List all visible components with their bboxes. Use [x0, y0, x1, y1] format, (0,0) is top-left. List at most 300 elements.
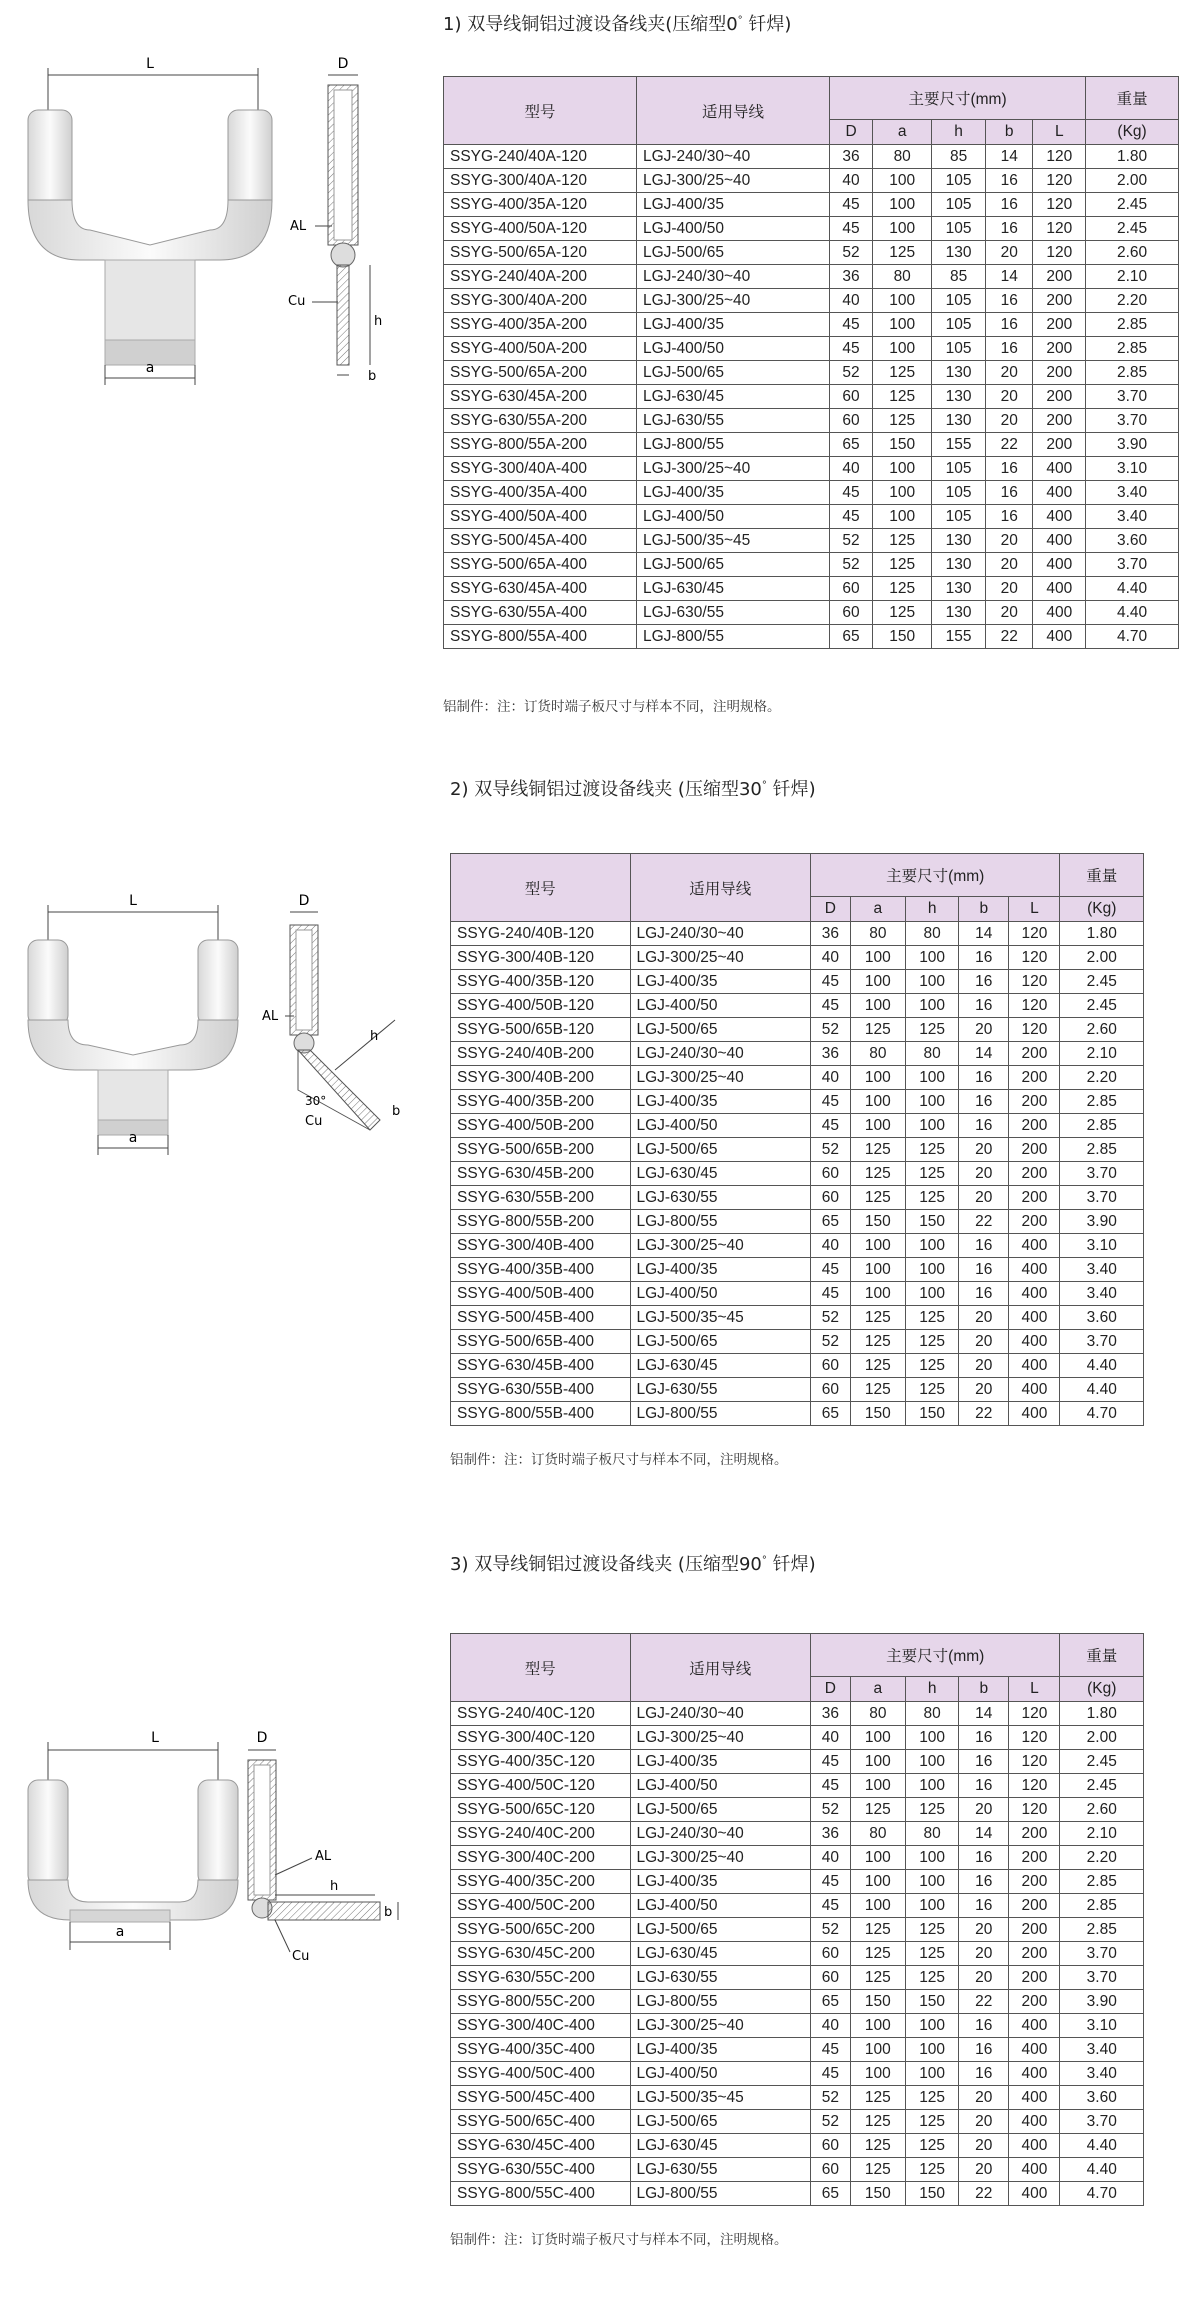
cell-dimension: 130 — [932, 601, 986, 625]
svg-text:AL: AL — [290, 219, 307, 234]
cell-dimension: 130 — [932, 385, 986, 409]
cell-model: SSYG-240/40A-200 — [444, 265, 637, 289]
cell-dimension: 400 — [1009, 2038, 1060, 2062]
table-row — [451, 2086, 1144, 2110]
cell-dimension: 105 — [932, 481, 986, 505]
cell-dimension: 100 — [850, 1282, 905, 1306]
cell-dimension: 120 — [1009, 970, 1060, 994]
svg-text:b: b — [392, 1104, 401, 1119]
cell-dimension: 125 — [850, 1942, 905, 1966]
cell-wire: LGJ-400/50 — [630, 1894, 811, 1918]
cell-weight: 3.90 — [1086, 433, 1179, 457]
cell-dimension: 400 — [1033, 553, 1086, 577]
cell-dimension: 16 — [959, 970, 1009, 994]
cell-wire: LGJ-400/50 — [630, 2062, 811, 2086]
table-row — [451, 1702, 1144, 1726]
cell-dimension: 60 — [829, 601, 872, 625]
cell-dimension: 100 — [906, 994, 959, 1018]
cell-model: SSYG-630/55B-200 — [451, 1186, 631, 1210]
cell-dimension: 120 — [1009, 946, 1060, 970]
cell-dimension: 80 — [850, 922, 905, 946]
cell-wire: LGJ-240/30~40 — [630, 1702, 811, 1726]
cell-model: SSYG-400/50C-120 — [451, 1774, 631, 1798]
cell-dimension: 105 — [932, 457, 986, 481]
header-weight-unit: (Kg) — [1086, 120, 1179, 145]
cell-dimension: 400 — [1033, 601, 1086, 625]
cell-dimension: 16 — [959, 1774, 1009, 1798]
cell-dimension: 20 — [959, 1378, 1009, 1402]
cell-dimension: 100 — [850, 994, 905, 1018]
cell-dimension: 125 — [850, 1918, 905, 1942]
cell-wire: LGJ-630/45 — [636, 385, 829, 409]
cell-dimension: 130 — [932, 553, 986, 577]
cell-weight: 2.10 — [1060, 1042, 1144, 1066]
table-row — [451, 1018, 1144, 1042]
cell-dimension: 100 — [906, 1234, 959, 1258]
cell-dimension: 100 — [906, 1282, 959, 1306]
cell-dimension: 125 — [873, 385, 932, 409]
cell-dimension: 40 — [811, 1066, 851, 1090]
cell-dimension: 20 — [985, 241, 1032, 265]
header-model: 型号 — [451, 1634, 631, 1702]
header-wire: 适用导线 — [630, 1634, 811, 1702]
cell-dimension: 20 — [959, 1918, 1009, 1942]
cell-dimension: 45 — [811, 1894, 851, 1918]
cell-dimension: 100 — [906, 946, 959, 970]
cell-model: SSYG-400/50C-400 — [451, 2062, 631, 2086]
table-row — [444, 505, 1179, 529]
cell-dimension: 52 — [829, 529, 872, 553]
svg-text:h: h — [374, 314, 383, 329]
cell-dimension: 52 — [829, 241, 872, 265]
cell-dimension: 20 — [959, 2110, 1009, 2134]
cell-wire: LGJ-300/25~40 — [630, 1846, 811, 1870]
cell-dimension: 150 — [850, 2182, 905, 2206]
cell-dimension: 45 — [811, 1750, 851, 1774]
cell-dimension: 200 — [1009, 1042, 1060, 1066]
cell-dimension: 20 — [959, 1138, 1009, 1162]
cell-model: SSYG-630/45C-200 — [451, 1942, 631, 1966]
cell-wire: LGJ-500/65 — [636, 553, 829, 577]
cell-dimension: 125 — [850, 2110, 905, 2134]
cell-model: SSYG-800/55B-400 — [451, 1402, 631, 1426]
cell-dimension: 200 — [1009, 1114, 1060, 1138]
table-row — [444, 409, 1179, 433]
cell-wire: LGJ-630/55 — [636, 601, 829, 625]
cell-wire: LGJ-400/35 — [630, 2038, 811, 2062]
cell-model: SSYG-500/65A-200 — [444, 361, 637, 385]
cell-wire: LGJ-630/45 — [630, 1942, 811, 1966]
table-row — [444, 241, 1179, 265]
cell-dimension: 100 — [906, 1114, 959, 1138]
cell-dimension: 125 — [906, 1330, 959, 1354]
table-row — [444, 361, 1179, 385]
cell-dimension: 52 — [811, 2110, 851, 2134]
table-row — [444, 433, 1179, 457]
table-row — [451, 1870, 1144, 1894]
header-dim-h: h — [906, 897, 959, 922]
cell-model: SSYG-500/45B-400 — [451, 1306, 631, 1330]
cell-dimension: 100 — [906, 1066, 959, 1090]
cell-wire: LGJ-500/35~45 — [636, 529, 829, 553]
cell-dimension: 125 — [873, 577, 932, 601]
cell-dimension: 150 — [873, 625, 932, 649]
table-row — [451, 970, 1144, 994]
cell-dimension: 155 — [932, 433, 986, 457]
cell-model: SSYG-500/65C-200 — [451, 1918, 631, 1942]
cell-dimension: 200 — [1009, 1918, 1060, 1942]
cell-dimension: 16 — [959, 1750, 1009, 1774]
cell-dimension: 45 — [811, 994, 851, 1018]
cell-weight: 2.85 — [1086, 361, 1179, 385]
cell-dimension: 125 — [850, 2086, 905, 2110]
cell-dimension: 120 — [1009, 1702, 1060, 1726]
cell-dimension: 16 — [959, 1846, 1009, 1870]
cell-dimension: 14 — [959, 1042, 1009, 1066]
cell-model: SSYG-500/45C-400 — [451, 2086, 631, 2110]
cell-dimension: 125 — [906, 2086, 959, 2110]
cell-dimension: 400 — [1009, 1330, 1060, 1354]
cell-weight: 2.85 — [1060, 1090, 1144, 1114]
cell-dimension: 20 — [959, 1966, 1009, 1990]
cell-weight: 2.45 — [1060, 994, 1144, 1018]
cell-dimension: 125 — [850, 1162, 905, 1186]
table-row — [451, 994, 1144, 1018]
cell-wire: LGJ-800/55 — [630, 1210, 811, 1234]
cell-weight: 3.60 — [1060, 2086, 1144, 2110]
header-dim-a: a — [850, 897, 905, 922]
cell-model: SSYG-500/65C-120 — [451, 1798, 631, 1822]
table-row — [451, 2110, 1144, 2134]
cell-dimension: 52 — [811, 2086, 851, 2110]
table-row — [451, 2134, 1144, 2158]
cell-wire: LGJ-300/25~40 — [630, 1066, 811, 1090]
cell-weight: 3.40 — [1060, 2062, 1144, 2086]
header-weight-unit: (Kg) — [1060, 1677, 1144, 1702]
cell-dimension: 80 — [873, 265, 932, 289]
cell-wire: LGJ-800/55 — [636, 433, 829, 457]
spec-table-30deg — [450, 853, 1144, 1426]
cell-dimension: 16 — [959, 2038, 1009, 2062]
cell-dimension: 16 — [959, 994, 1009, 1018]
cell-dimension: 52 — [811, 1918, 851, 1942]
cell-dimension: 60 — [811, 2134, 851, 2158]
table-row — [444, 577, 1179, 601]
header-dim-D: D — [811, 897, 851, 922]
cell-wire: LGJ-400/50 — [630, 1114, 811, 1138]
cell-dimension: 14 — [959, 922, 1009, 946]
section-title: 2) 双导线铜铝过渡设备线夹 (压缩型30° 钎焊) — [450, 779, 816, 800]
svg-text:D: D — [298, 893, 310, 909]
svg-text:D: D — [337, 56, 349, 72]
table-row — [451, 2182, 1144, 2206]
cell-dimension: 105 — [932, 313, 986, 337]
cell-dimension: 40 — [829, 289, 872, 313]
cell-model: SSYG-630/55C-200 — [451, 1966, 631, 1990]
cell-dimension: 85 — [932, 265, 986, 289]
spec-table-90deg — [450, 1633, 1144, 2206]
table-row — [451, 1966, 1144, 1990]
cell-dimension: 22 — [959, 2182, 1009, 2206]
cell-dimension: 150 — [906, 1990, 959, 2014]
cell-wire: LGJ-800/55 — [636, 625, 829, 649]
cell-dimension: 20 — [985, 553, 1032, 577]
cell-weight: 3.90 — [1060, 1990, 1144, 2014]
cell-model: SSYG-400/35A-120 — [444, 193, 637, 217]
cell-dimension: 16 — [959, 1258, 1009, 1282]
cell-dimension: 400 — [1009, 1402, 1060, 1426]
header-dim-b: b — [959, 897, 1009, 922]
cell-dimension: 60 — [811, 1378, 851, 1402]
cell-weight: 2.45 — [1086, 193, 1179, 217]
cell-wire: LGJ-400/50 — [630, 994, 811, 1018]
cell-dimension: 400 — [1009, 2014, 1060, 2038]
cell-dimension: 200 — [1009, 1894, 1060, 1918]
cell-dimension: 100 — [850, 946, 905, 970]
header-dim-h: h — [932, 120, 986, 145]
cell-model: SSYG-630/55A-400 — [444, 601, 637, 625]
cell-weight: 2.20 — [1086, 289, 1179, 313]
cell-dimension: 200 — [1033, 385, 1086, 409]
cell-dimension: 60 — [811, 2158, 851, 2182]
cell-weight: 4.40 — [1086, 577, 1179, 601]
header-dim-D: D — [829, 120, 872, 145]
cell-dimension: 100 — [906, 1870, 959, 1894]
cell-dimension: 14 — [959, 1702, 1009, 1726]
table-row — [451, 1138, 1144, 1162]
footnote: 铝制件：注：订货时端子板尺寸与样本不同，注明规格。 — [450, 1452, 788, 1468]
cell-model: SSYG-800/55A-200 — [444, 433, 637, 457]
cell-dimension: 100 — [873, 505, 932, 529]
svg-text:h: h — [370, 1029, 379, 1044]
table-row — [451, 1822, 1144, 1846]
header-dim-L: L — [1033, 120, 1086, 145]
cell-dimension: 200 — [1009, 1210, 1060, 1234]
cell-dimension: 400 — [1033, 529, 1086, 553]
table-row — [451, 1090, 1144, 1114]
cell-dimension: 22 — [959, 1402, 1009, 1426]
cell-dimension: 125 — [850, 1378, 905, 1402]
svg-text:L: L — [129, 893, 137, 909]
table-row — [451, 1042, 1144, 1066]
cell-model: SSYG-400/50C-200 — [451, 1894, 631, 1918]
cell-dimension: 400 — [1009, 1378, 1060, 1402]
cell-dimension: 16 — [959, 2062, 1009, 2086]
cell-dimension: 100 — [850, 1234, 905, 1258]
cell-dimension: 20 — [985, 361, 1032, 385]
cell-weight: 3.70 — [1060, 1942, 1144, 1966]
cell-wire: LGJ-630/55 — [630, 1378, 811, 1402]
cell-weight: 2.85 — [1086, 337, 1179, 361]
cell-model: SSYG-300/40B-400 — [451, 1234, 631, 1258]
cell-weight: 2.10 — [1060, 1822, 1144, 1846]
cell-wire: LGJ-500/35~45 — [630, 1306, 811, 1330]
cell-wire: LGJ-240/30~40 — [630, 922, 811, 946]
cell-wire: LGJ-400/50 — [636, 217, 829, 241]
svg-text:a: a — [115, 1924, 125, 1940]
cell-dimension: 80 — [850, 1042, 905, 1066]
cell-dimension: 125 — [906, 2158, 959, 2182]
cell-weight: 4.40 — [1060, 1378, 1144, 1402]
cell-wire: LGJ-240/30~40 — [636, 145, 829, 169]
cell-model: SSYG-240/40C-120 — [451, 1702, 631, 1726]
cell-dimension: 100 — [906, 1258, 959, 1282]
cell-dimension: 105 — [932, 505, 986, 529]
table-row — [451, 1258, 1144, 1282]
table-row — [451, 1774, 1144, 1798]
cell-dimension: 60 — [811, 1966, 851, 1990]
cell-dimension: 45 — [829, 481, 872, 505]
cell-dimension: 100 — [873, 289, 932, 313]
cell-dimension: 400 — [1009, 1258, 1060, 1282]
section-3 — [0, 1545, 1189, 2305]
cell-dimension: 20 — [985, 385, 1032, 409]
cell-model: SSYG-500/45A-400 — [444, 529, 637, 553]
cell-dimension: 100 — [906, 1774, 959, 1798]
cell-dimension: 200 — [1009, 1162, 1060, 1186]
cell-dimension: 400 — [1033, 505, 1086, 529]
cell-dimension: 125 — [906, 1942, 959, 1966]
table-row — [444, 529, 1179, 553]
cell-dimension: 80 — [873, 145, 932, 169]
cell-dimension: 20 — [985, 601, 1032, 625]
cell-dimension: 155 — [932, 625, 986, 649]
table-row — [451, 1942, 1144, 1966]
cell-wire: LGJ-800/55 — [630, 1402, 811, 1426]
table-row — [451, 1726, 1144, 1750]
cell-dimension: 100 — [850, 1258, 905, 1282]
cell-dimension: 125 — [873, 529, 932, 553]
table-row — [444, 481, 1179, 505]
cell-wire: LGJ-300/25~40 — [630, 1234, 811, 1258]
cell-dimension: 22 — [959, 1990, 1009, 2014]
cell-wire: LGJ-630/45 — [630, 1354, 811, 1378]
cell-wire: LGJ-240/30~40 — [636, 265, 829, 289]
cell-weight: 2.45 — [1060, 970, 1144, 994]
cell-dimension: 400 — [1009, 1306, 1060, 1330]
cell-dimension: 60 — [829, 577, 872, 601]
cell-weight: 4.70 — [1060, 1402, 1144, 1426]
cell-weight: 2.60 — [1086, 241, 1179, 265]
cell-dimension: 100 — [906, 1726, 959, 1750]
cell-dimension: 45 — [811, 1114, 851, 1138]
cell-dimension: 16 — [985, 481, 1032, 505]
table-row — [444, 337, 1179, 361]
cell-dimension: 45 — [811, 1774, 851, 1798]
cell-model: SSYG-400/35C-400 — [451, 2038, 631, 2062]
cell-model: SSYG-400/35B-400 — [451, 1258, 631, 1282]
cell-wire: LGJ-630/55 — [630, 1966, 811, 1990]
cell-model: SSYG-400/35A-400 — [444, 481, 637, 505]
cell-dimension: 105 — [932, 289, 986, 313]
cell-wire: LGJ-500/65 — [630, 1798, 811, 1822]
header-weight: 重量 — [1060, 1634, 1144, 1677]
cell-wire: LGJ-400/35 — [636, 313, 829, 337]
clamp-drawing-0deg — [0, 40, 420, 400]
table-row — [451, 2014, 1144, 2038]
cell-dimension: 16 — [959, 946, 1009, 970]
header-dim-a: a — [873, 120, 932, 145]
cell-dimension: 120 — [1009, 1726, 1060, 1750]
cell-weight: 2.45 — [1086, 217, 1179, 241]
cell-model: SSYG-400/35A-200 — [444, 313, 637, 337]
footnote: 铝制件：注：订货时端子板尺寸与样本不同，注明规格。 — [450, 2232, 788, 2248]
cell-model: SSYG-400/50A-200 — [444, 337, 637, 361]
cell-dimension: 60 — [811, 1942, 851, 1966]
cell-dimension: 200 — [1033, 313, 1086, 337]
cell-dimension: 400 — [1009, 2062, 1060, 2086]
table-row — [444, 145, 1179, 169]
cell-dimension: 45 — [811, 1090, 851, 1114]
cell-wire: LGJ-240/30~40 — [630, 1822, 811, 1846]
cell-dimension: 16 — [985, 169, 1032, 193]
header-dim-h: h — [906, 1677, 959, 1702]
cell-wire: LGJ-400/50 — [636, 337, 829, 361]
cell-weight: 3.10 — [1060, 2014, 1144, 2038]
cell-dimension: 105 — [932, 337, 986, 361]
cell-dimension: 120 — [1033, 241, 1086, 265]
cell-wire: LGJ-400/35 — [630, 1870, 811, 1894]
cell-dimension: 100 — [850, 2038, 905, 2062]
cell-wire: LGJ-500/65 — [630, 2110, 811, 2134]
table-row — [451, 922, 1144, 946]
cell-dimension: 36 — [811, 1822, 851, 1846]
header-dim-L: L — [1009, 897, 1060, 922]
cell-dimension: 100 — [906, 1750, 959, 1774]
cell-weight: 3.70 — [1060, 1966, 1144, 1990]
cell-model: SSYG-800/55C-400 — [451, 2182, 631, 2206]
cell-dimension: 125 — [850, 1138, 905, 1162]
cell-weight: 3.70 — [1060, 1162, 1144, 1186]
cell-model: SSYG-300/40B-200 — [451, 1066, 631, 1090]
cell-dimension: 125 — [850, 2134, 905, 2158]
cell-dimension: 40 — [811, 1846, 851, 1870]
cell-dimension: 16 — [985, 193, 1032, 217]
cell-dimension: 45 — [829, 313, 872, 337]
cell-dimension: 20 — [959, 1330, 1009, 1354]
table-row — [451, 1798, 1144, 1822]
cell-dimension: 65 — [811, 1402, 851, 1426]
cell-wire: LGJ-400/50 — [630, 1282, 811, 1306]
cell-dimension: 200 — [1009, 1966, 1060, 1990]
cell-wire: LGJ-400/35 — [636, 481, 829, 505]
cell-model: SSYG-240/40B-200 — [451, 1042, 631, 1066]
cell-dimension: 100 — [873, 217, 932, 241]
svg-text:Cu: Cu — [305, 1114, 323, 1129]
cell-dimension: 45 — [829, 217, 872, 241]
cell-model: SSYG-300/40C-200 — [451, 1846, 631, 1870]
cell-model: SSYG-400/50A-400 — [444, 505, 637, 529]
cell-wire: LGJ-300/25~40 — [630, 946, 811, 970]
cell-dimension: 20 — [959, 1018, 1009, 1042]
cell-model: SSYG-300/40B-120 — [451, 946, 631, 970]
cell-dimension: 16 — [959, 1090, 1009, 1114]
cell-weight: 1.80 — [1060, 922, 1144, 946]
cell-weight: 4.70 — [1060, 2182, 1144, 2206]
table-row — [451, 1354, 1144, 1378]
cell-dimension: 120 — [1009, 1798, 1060, 1822]
cell-weight: 1.80 — [1086, 145, 1179, 169]
cell-dimension: 45 — [811, 2062, 851, 2086]
table-row — [444, 457, 1179, 481]
cell-dimension: 125 — [850, 1966, 905, 1990]
cell-dimension: 150 — [906, 1210, 959, 1234]
cell-dimension: 60 — [811, 1354, 851, 1378]
cell-dimension: 150 — [906, 2182, 959, 2206]
cell-weight: 2.45 — [1060, 1750, 1144, 1774]
cell-weight: 3.60 — [1086, 529, 1179, 553]
header-model: 型号 — [451, 854, 631, 922]
